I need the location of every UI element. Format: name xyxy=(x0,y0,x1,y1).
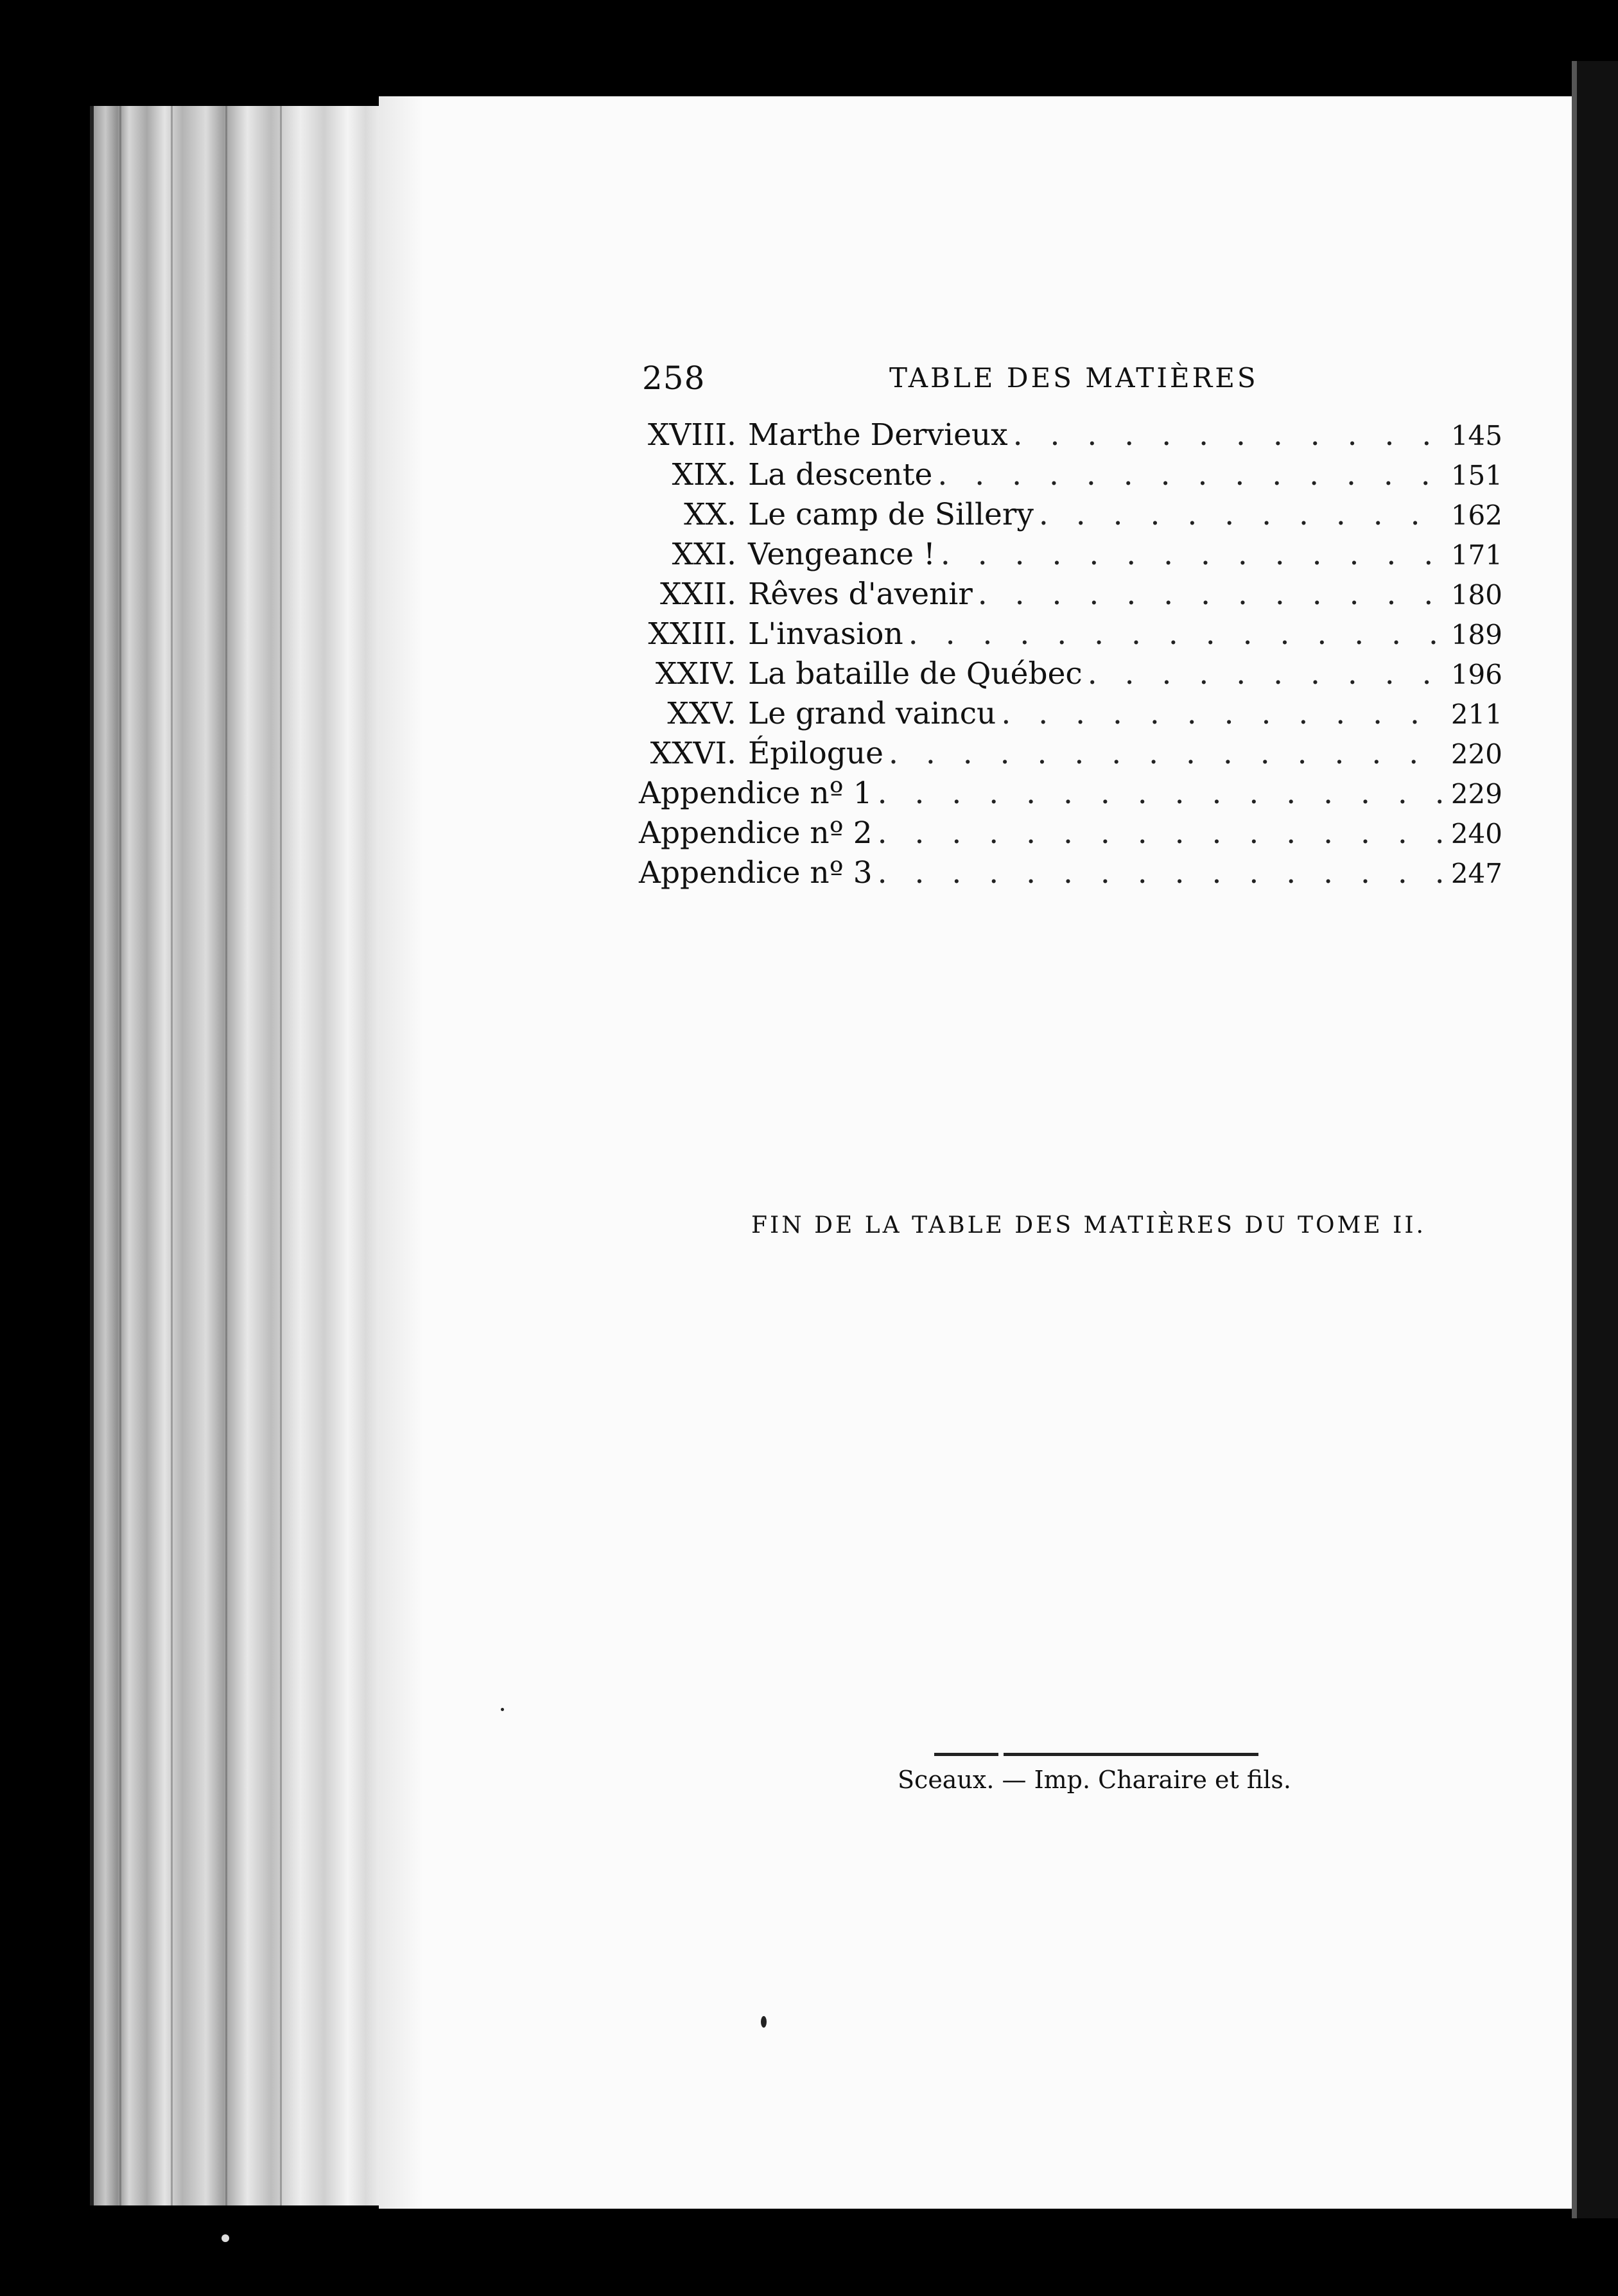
chapter-numeral: XX. xyxy=(684,497,736,532)
chapter-title: La bataille de Québec xyxy=(748,656,1083,691)
dot-leader xyxy=(909,616,1441,652)
chapter-numeral: XXVI. xyxy=(650,736,736,771)
chapter-title: Rêves d'avenir xyxy=(748,577,973,612)
dot-leader xyxy=(878,855,1441,891)
facing-page-edge xyxy=(1572,61,1618,2218)
chapter-title: Le camp de Sillery xyxy=(748,497,1034,532)
edge-line xyxy=(171,106,173,2205)
dot-leader xyxy=(941,537,1441,572)
chapter-numeral: XVIII. xyxy=(647,417,736,453)
divider-rule-gap xyxy=(998,1752,1004,1757)
book-page xyxy=(379,96,1579,2209)
toc-entry xyxy=(639,616,1502,656)
dot-leader xyxy=(889,736,1441,771)
chapter-numeral: XXIV. xyxy=(655,656,736,691)
page-reference: 180 xyxy=(1450,579,1502,611)
page-reference: 189 xyxy=(1450,619,1502,650)
page-reference: 220 xyxy=(1450,738,1502,770)
toc-entry xyxy=(639,696,1502,736)
appendix-entry xyxy=(639,776,1502,815)
closing-note: FIN DE LA TABLE DES MATIÈRES DU TOME II. xyxy=(751,1212,1426,1239)
chapter-numeral: XXII. xyxy=(660,577,736,612)
page-gutter xyxy=(379,96,424,2209)
dot-leader xyxy=(1039,497,1441,532)
page-reference: 247 xyxy=(1450,858,1502,889)
ink-speck xyxy=(501,1708,504,1711)
dot-leader xyxy=(978,577,1441,612)
dot-leader xyxy=(1088,656,1441,691)
dot-leader xyxy=(1001,696,1441,731)
edge-line xyxy=(280,106,282,2205)
chapter-title: Épilogue xyxy=(748,736,883,771)
toc-entry xyxy=(639,497,1502,537)
printer-imprint: Sceaux. — Imp. Charaire et fils. xyxy=(898,1766,1291,1794)
chapter-title: Marthe Dervieux xyxy=(748,417,1008,453)
page-reference: 151 xyxy=(1450,460,1502,491)
dot-leader xyxy=(878,815,1441,851)
toc-entry xyxy=(639,577,1502,616)
appendix-title: Appendice nº 2 xyxy=(639,815,873,851)
chapter-title: Le grand vaincu xyxy=(748,696,996,731)
toc-entry xyxy=(639,736,1502,776)
chapter-numeral: XIX. xyxy=(672,457,736,492)
page-reference: 162 xyxy=(1450,500,1502,531)
appendix-entry xyxy=(639,815,1502,855)
dot-leader xyxy=(1013,417,1441,453)
table-of-contents xyxy=(639,417,1502,895)
page-stack-edge xyxy=(90,106,389,2205)
chapter-title: L'invasion xyxy=(748,616,903,652)
chapter-title: La descente xyxy=(748,457,933,492)
chapter-numeral: XXI. xyxy=(672,537,736,572)
running-title: TABLE DES MATIÈRES xyxy=(889,362,1258,394)
ink-speck xyxy=(761,2016,767,2028)
page-number: 258 xyxy=(642,360,706,397)
chapter-numeral: XXIII. xyxy=(648,616,736,652)
edge-line xyxy=(119,106,121,2205)
toc-entry xyxy=(639,656,1502,696)
page-reference: 196 xyxy=(1450,659,1502,690)
toc-entry xyxy=(639,457,1502,497)
page-reference: 240 xyxy=(1450,818,1502,849)
toc-entry xyxy=(639,537,1502,577)
dot-leader xyxy=(878,776,1441,811)
divider-rule xyxy=(934,1753,1258,1756)
edge-line xyxy=(225,106,227,2205)
chapter-title: Vengeance ! xyxy=(748,537,935,572)
page-reference: 211 xyxy=(1450,699,1502,730)
page-reference: 171 xyxy=(1450,539,1502,571)
page-reference: 145 xyxy=(1450,420,1502,451)
chapter-numeral: XXV. xyxy=(667,696,736,731)
page-reference: 229 xyxy=(1450,778,1502,810)
appendix-title: Appendice nº 1 xyxy=(639,776,873,811)
appendix-entry xyxy=(639,855,1502,895)
dot-leader xyxy=(937,457,1441,492)
appendix-title: Appendice nº 3 xyxy=(639,855,873,891)
page-header xyxy=(642,360,1502,404)
toc-entry xyxy=(639,417,1502,457)
dust-speck xyxy=(222,2234,229,2242)
